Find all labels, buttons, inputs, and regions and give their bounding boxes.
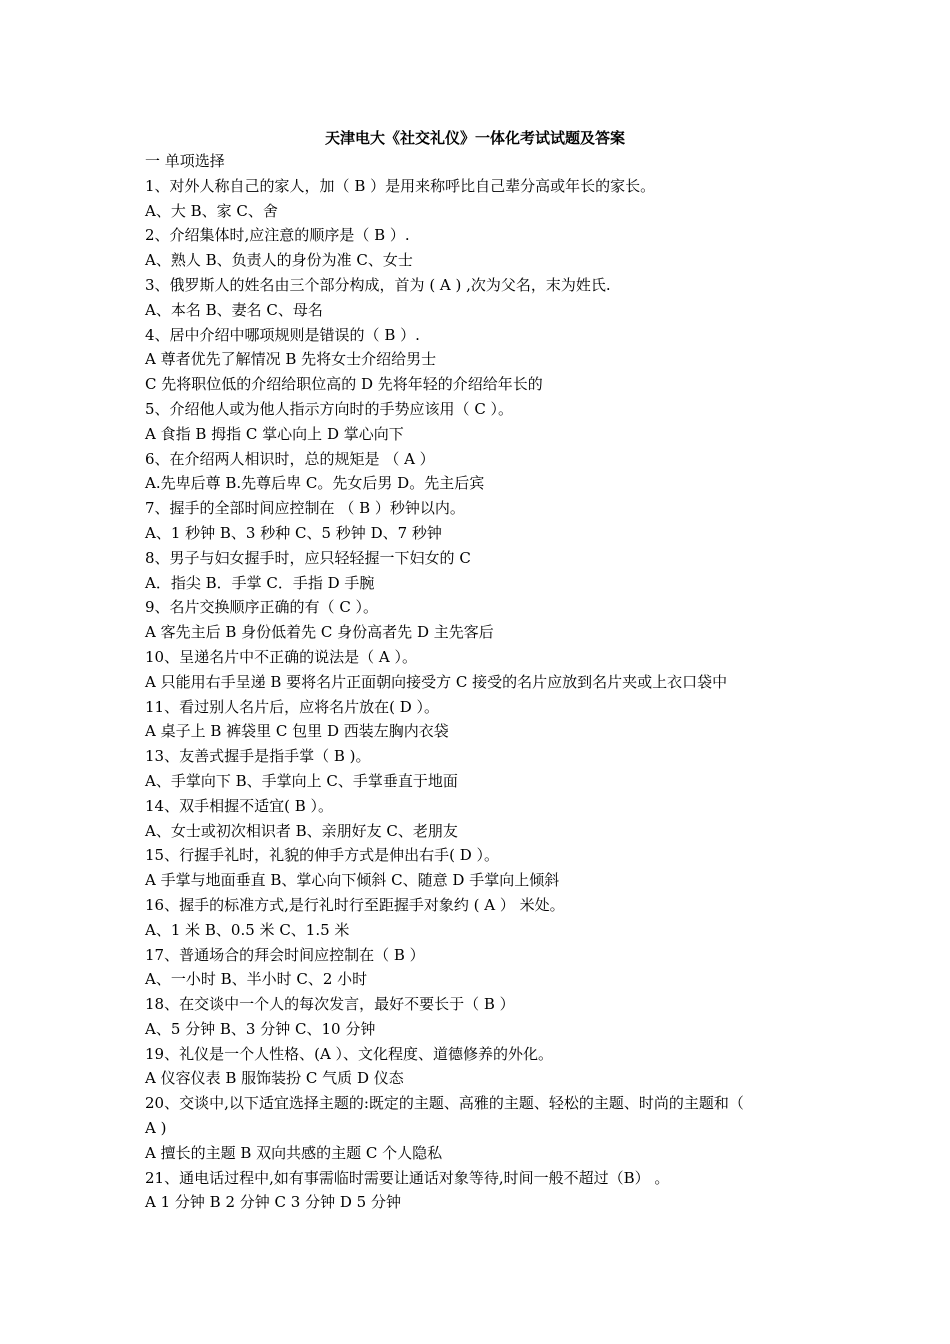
text-line: 5、介绍他人或为他人指示方向时的手势应该用（ C ）。 xyxy=(145,399,514,418)
text-line: 17、普通场合的拜会时间应控制在（ B ） xyxy=(145,945,425,964)
text-line: A 食指 B 拇指 C 掌心向上 D 掌心向下 xyxy=(145,424,404,443)
text-line: A ) xyxy=(145,1119,167,1138)
text-line: 10、呈递名片中不正确的说法是（ A ）。 xyxy=(145,647,417,666)
document-body xyxy=(145,149,820,1215)
text-line: A 1 分钟 B 2 分钟 C 3 分钟 D 5 分钟 xyxy=(145,1193,401,1212)
text-line: 8、男子与妇女握手时，应只轻轻握一下妇女的 C xyxy=(145,548,471,567)
text-line: 7、握手的全部时间应控制在 （ B ）秒钟以内。 xyxy=(145,499,465,518)
text-line: 2、介绍集体时,应注意的顺序是（ B ）. xyxy=(145,226,410,245)
text-line: A 桌子上 B 裤袋里 C 包里 D 西装左胸内衣袋 xyxy=(145,722,449,741)
text-line: C 先将职位低的介绍给职位高的 D 先将年轻的介绍给年长的 xyxy=(145,375,543,394)
text-line: A 只能用右手呈递 B 要将名片正面朝向接受方 C 接受的名片应放到名片夹或上衣口袋中 xyxy=(145,672,728,691)
text-line: 1、对外人称自己的家人，加（ B ）是用来称呼比自己辈分高或年长的家长。 xyxy=(145,176,656,195)
text-line: A 擅长的主题 B 双向共感的主题 C 个人隐私 xyxy=(145,1143,443,1162)
text-line: A、女士或初次相识者 B、亲朋好友 C、老朋友 xyxy=(145,821,458,840)
text-line: 20、交谈中,以下适宜选择主题的:既定的主题、高雅的主题、轻松的主题、时尚的主题和（ xyxy=(145,1094,744,1113)
text-line: A 手掌与地面垂直 B、掌心向下倾斜 C、随意 D 手掌向上倾斜 xyxy=(145,871,560,890)
text-line: A、1 秒钟 B、3 秒种 C、5 秒钟 D、7 秒钟 xyxy=(145,523,442,542)
text-line: A、一小时 B、半小时 C、2 小时 xyxy=(145,970,368,989)
text-line: A、1 米 B、0.5 米 C、1.5 米 xyxy=(145,920,350,939)
text-line: 6、在介绍两人相识时，总的规矩是 （ A ） xyxy=(145,449,435,468)
text-line: A.先卑后尊 B.先尊后卑 C。先女后男 D。先主后宾 xyxy=(145,474,485,493)
document-title: 天津电大《社交礼仪》一体化考试试题及答案 xyxy=(324,129,625,147)
text-line: 13、友善式握手是指手掌（ B )。 xyxy=(145,747,371,766)
text-line: A、本名 B、妻名 C、母名 xyxy=(145,300,323,319)
text-line: 18、在交谈中一个人的每次发言，最好不要长于（ B ） xyxy=(145,995,515,1014)
text-line: 4、居中介绍中哪项规则是错误的（ B ）. xyxy=(145,325,420,344)
text-line: 14、双手相握不适宜( B ）。 xyxy=(145,796,333,815)
text-line: A 尊者优先了解情况 B 先将女士介绍给男士 xyxy=(145,350,437,369)
text-line: A、大 B、家 C、舍 xyxy=(145,201,278,220)
text-line: 19、礼仪是一个人性格、(A ）、文化程度、道德修养的外化。 xyxy=(145,1044,554,1063)
text-line: A 仪容仪表 B 服饰装扮 C 气质 D 仪态 xyxy=(145,1069,404,1088)
text-line: 15、行握手礼时，礼貌的伸手方式是伸出右手( D ）。 xyxy=(145,846,500,865)
text-line: A、手掌向下 B、手掌向上 C、手掌垂直于地面 xyxy=(145,771,458,790)
text-line: A、熟人 B、负责人的身份为准 C、女士 xyxy=(145,251,413,270)
text-line: 3、俄罗斯人的姓名由三个部分构成，首为 ( A ) ,次为父名，末为姓氏. xyxy=(145,275,611,294)
text-line: 11、看过别人名片后，应将名片放在( D ）。 xyxy=(145,697,440,716)
text-line: 9、名片交换顺序正确的有（ C ）。 xyxy=(145,598,379,617)
text-line: A．指尖 B．手掌 C．手指 D 手腕 xyxy=(145,573,375,592)
text-line: 一 单项选择 xyxy=(145,152,225,170)
text-line: A 客先主后 B 身份低着先 C 身份高者先 D 主先客后 xyxy=(145,623,494,642)
text-line: 21、通电话过程中,如有事需临时需要让通话对象等待,时间一般不超过（B） 。 xyxy=(145,1168,670,1187)
text-line: A、5 分钟 B、3 分钟 C、10 分钟 xyxy=(145,1019,376,1038)
text-line: 16、握手的标准方式,是行礼时行至距握手对象约 ( A ） 米处。 xyxy=(145,895,565,914)
